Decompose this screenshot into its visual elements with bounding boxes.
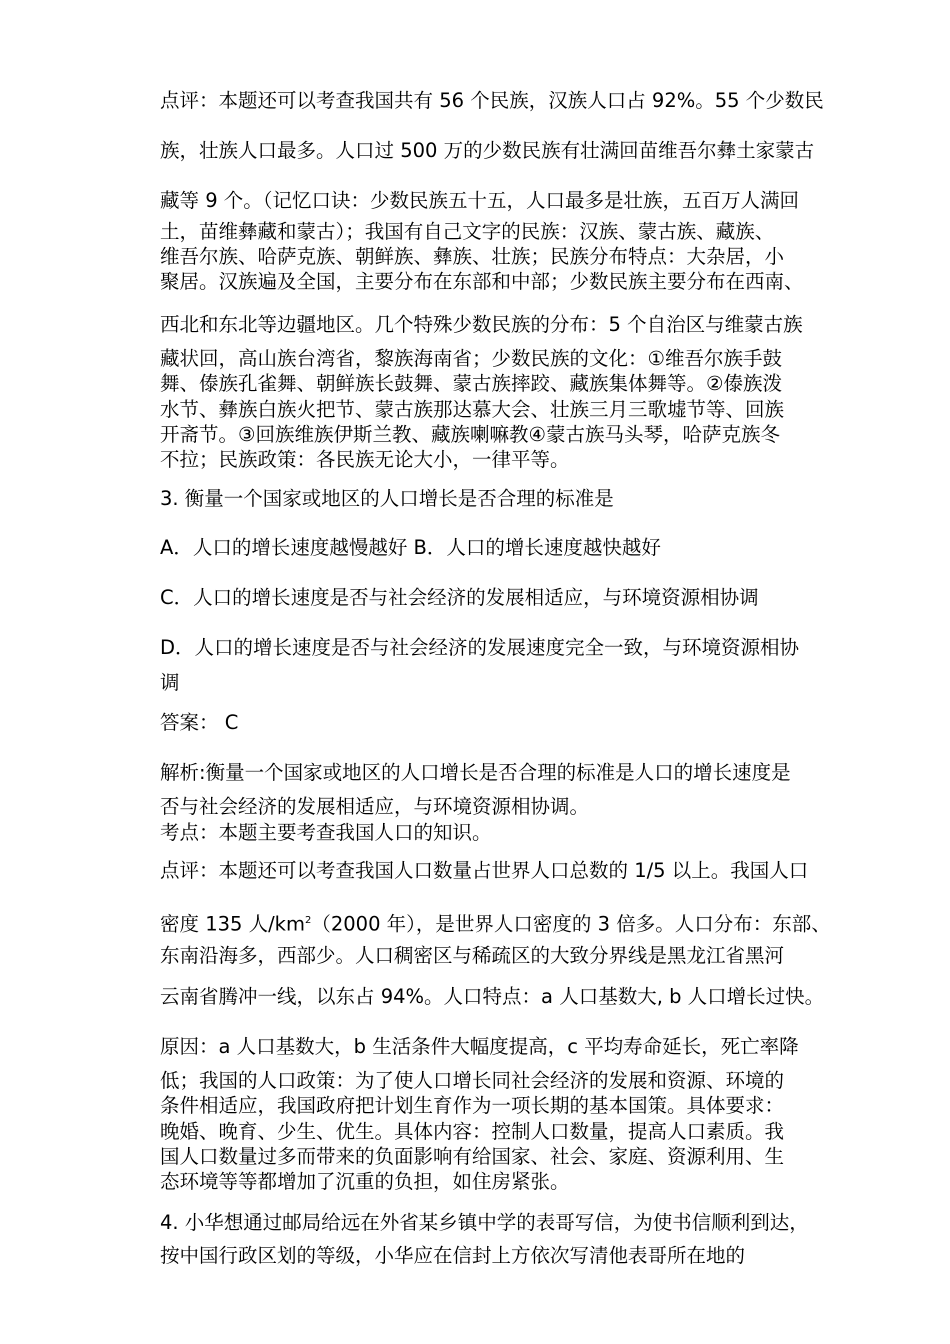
- question-3-comment-line-1: 点评：本题还可以考查我国人口数量占世界人口总数的 1/5 以上。我国人口: [160, 859, 809, 882]
- question-3-analysis-line-1: 解析:衡量一个国家或地区的人口增长是否合理的标准是人口的增长速度是: [160, 761, 791, 784]
- comment-ethnic-line-12: 不拉；民族政策：各民族无论大小，一律平等。: [160, 448, 570, 471]
- comment-ethnic-line-11: 开斋节。③回族维族伊斯兰教、藏族喇嘛教④蒙古族马头琴，哈萨克族冬: [160, 423, 780, 446]
- question-4-line-2: 按中国行政区划的等级，小华应在信封上方依次写清他表哥所在地的: [160, 1244, 746, 1267]
- question-3-comment-line-2: [160, 908, 831, 938]
- question-3-stem: 3. 衡量一个国家或地区的人口增长是否合理的标准是: [160, 487, 614, 510]
- comment-ethnic-line-1: 点评：本题还可以考查我国共有 56 个民族，汉族人口占 92%。55 个少数民: [160, 89, 824, 112]
- comment-ethnic-line-10: 水节、彝族白族火把节、蒙古族那达慕大会、壮族三月三歌墟节等、回族: [160, 398, 785, 421]
- question-3-kaodian: 考点：本题主要考查我国人口的知识。: [160, 821, 492, 844]
- question-3-comment-line-4: 云南省腾冲一线，以东占 94%。人口特点：a 人口基数大, b 人口增长过快。: [160, 985, 825, 1008]
- question-4-line-1: 4. 小华想通过邮局给远在外省某乡镇中学的表哥写信，为使书信顺利到达，: [160, 1211, 809, 1234]
- reason-line-1: 原因：a 人口基数大，b 生活条件大幅度提高，c 平均寿命延长，死亡率降: [160, 1035, 799, 1058]
- question-3-option-d-line-1: D．人口的增长速度是否与社会经济的发展速度完全一致，与环境资源相协: [160, 636, 800, 659]
- reason-line-3: 条件相适应，我国政府把计划生育作为一项长期的基本国策。具体要求：: [160, 1094, 785, 1117]
- question-3-analysis-line-2: 否与社会经济的发展相适应，与环境资源相协调。: [160, 795, 590, 818]
- comment-ethnic-line-3: 藏等 9 个。（记忆口诀：少数民族五十五，人口最多是壮族，五百万人满回: [160, 189, 800, 212]
- density-text: 密度 135 人/km: [160, 912, 305, 936]
- comment-ethnic-line-8: 藏状回，高山族台湾省，黎族海南省；少数民族的文化：①维吾尔族手鼓: [160, 347, 782, 370]
- reason-line-2: 低；我国的人口政策：为了使人口增长同社会经济的发展和资源、环境的: [160, 1069, 785, 1092]
- reason-line-5: 国人口数量过多而带来的负面影响有给国家、社会、家庭、资源利用、生: [160, 1145, 785, 1168]
- comment-ethnic-line-5: 维吾尔族、哈萨克族、朝鲜族、彝族、壮族；民族分布特点：大杂居，小: [160, 245, 785, 268]
- question-3-answer: 答案： C: [160, 711, 239, 734]
- reason-line-6: 态环境等等都增加了沉重的负担，如住房紧张。: [160, 1170, 570, 1193]
- question-3-option-d-line-2: 调: [160, 671, 180, 694]
- density-text-rest: （2000 年），是世界人口密度的 3 倍多。人口分布：东部、: [311, 912, 831, 936]
- comment-ethnic-line-9: 舞、傣族孔雀舞、朝鲜族长鼓舞、蒙古族摔跤、藏族集体舞等。②傣族泼: [160, 372, 782, 395]
- reason-line-4: 晚婚、晚育、少生、优生。具体内容：控制人口数量，提高人口素质。我: [160, 1120, 785, 1143]
- question-3-option-ab: A．人口的增长速度越慢越好 B．人口的增长速度越快越好: [160, 536, 661, 559]
- superscript-2: 2: [304, 915, 312, 926]
- comment-ethnic-line-4: 土，苗维彝藏和蒙古）；我国有自己文字的民族：汉族、蒙古族、藏族、: [160, 220, 775, 243]
- comment-ethnic-line-6: 聚居。汉族遍及全国，主要分布在东部和中部；少数民族主要分布在西南、: [160, 270, 804, 293]
- question-3-comment-line-3: 东南沿海多，西部少。人口稠密区与稀疏区的大致分界线是黑龙江省黑河: [160, 944, 785, 967]
- comment-ethnic-line-2: 族，壮族人口最多。人口过 500 万的少数民族有壮满回苗维吾尔彝土家蒙古: [160, 139, 815, 162]
- comment-ethnic-line-7: 西北和东北等边疆地区。几个特殊少数民族的分布：5 个自治区与维蒙古族: [160, 313, 803, 336]
- question-3-option-c: C．人口的增长速度是否与社会经济的发展相适应，与环境资源相协调: [160, 586, 759, 609]
